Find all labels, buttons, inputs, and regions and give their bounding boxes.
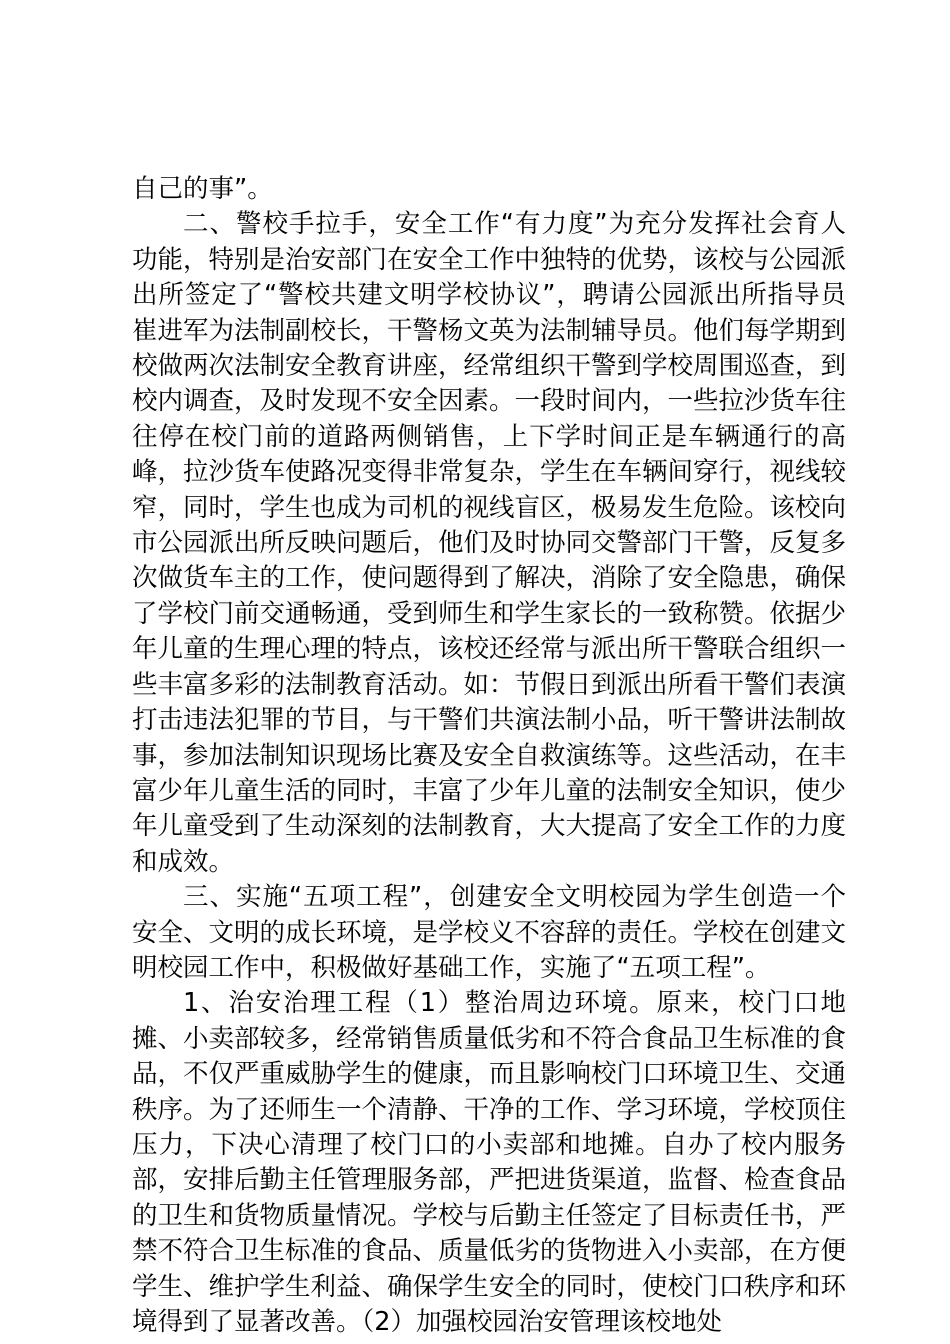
paragraph-police-school-cooperation: 二、警校手拉手，安全工作“有力度”为充分发挥社会育人功能，特别是治安部门在安全工作中独特的优势，该校与公园派出所签定了“警校共建文明学校协议”，聘请公园派出所指导员崔进军为法制副校长，干警杨文英为法制辅导员。他们每学期到校做两次法制安全教育讲座，经常组织干警到学校周围巡查，到校内调查，及时发现不安全因素。一段时间内，一些拉沙货车往往停在校门前的道路两侧销售，上下学时间正是车辆通行的高峰，拉沙货车使路况变得非常复杂，学生在车辆间穿行，视线较窄，同时，学生也成为司机的视线盲区，极易发生危险。该校向市公园派出所反映问题后，他们及时协同交警部门干警，反复多次做货车主的工作，使问题得到了解决，消除了安全隐患，确保了学校门前交通畅通，受到师生和学生家长的一致称赞。依据少年儿童的生理心理的特点，该校还经常与派出所干警联合组织一些丰富多彩的法制教育活动。如：节假日到派出所看干警们表演打击违法犯罪的节目，与干警们共演法制小品，听干警讲法制故事，参加法制知识现场比赛及安全自救演练等。这些活动，在丰富少年儿童生活的同时，丰富了少年儿童的法制安全知识，使少年儿童受到了生动深刻的法制教育，大大提高了安全工作的力度和成效。 [132,209,847,877]
paragraph-five-projects: 三、实施“五项工程”，创建安全文明校园为学生创造一个安全、文明的成长环境，是学校义不容辞的责任。学校在创建文明校园工作中，积极做好基础工作，实施了“五项工程”。 [132,882,847,983]
paragraph-security-governance: 1、治安治理工程（1）整治周边环境。原来，校门口地摊、小卖部较多，经常销售质量低劣和不符合食品卫生标准的食品，不仅严重威胁学生的健康，而且影响校门口环境卫生、交通秩序。为了还师生一个清静、干净的工作、学习环境，学校顶住压力，下决心清理了校门口的小卖部和地摊。自办了校内服务部，安排后勤主任管理服务部，严把进货渠道，监督、检查食品的卫生和货物质量情况。学校与后勤主任签定了目标责任书，严禁不符合卫生标准的食品、质量低劣的货物进入小卖部，在方便学生、维护学生利益、确保学生安全的同时，使校门口秩序和环境得到了显著改善。（2）加强校园治安管理该校地处 [132,988,847,1337]
document-page [132,172,846,1340]
paragraph-continuation: 自己的事”。 [132,174,273,204]
